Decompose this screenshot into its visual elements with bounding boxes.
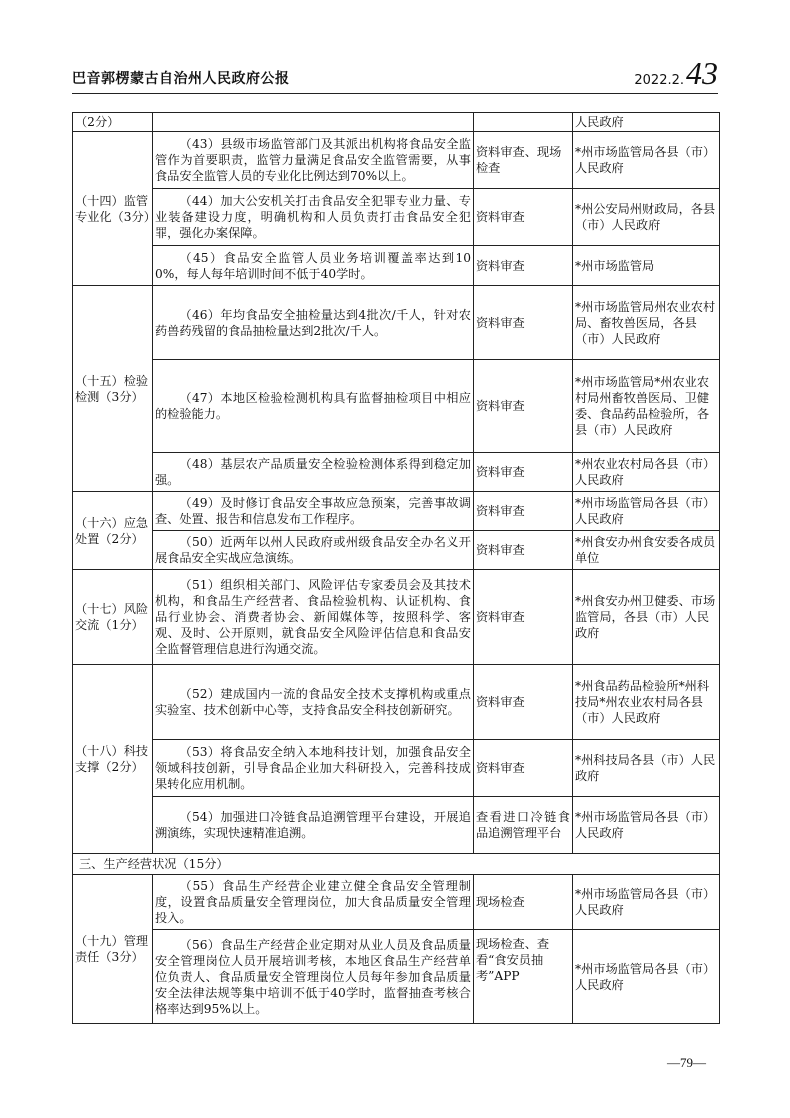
table-row [73,113,720,132]
method-cell [474,113,573,132]
responsible-cell: *州食品药品检验所*州科技局*州农业农村局各县（市）人民政府 [573,665,720,740]
table-row [73,665,720,740]
responsible-cell: 人民政府 [573,113,720,132]
method-cell: 资料审查 [474,570,573,665]
responsible-cell: *州市场监管局各县（市）人民政府 [573,875,720,930]
criteria-cell: （44）加大公安机关打击食品安全犯罪专业力量、专业装备建设力度，明确机构和人员负责打击食品安全犯罪，强化办案保障。 [153,189,474,246]
method-cell: 资料审查 [474,531,573,570]
section-heading: 三、生产经营状况（15分） [73,854,720,875]
method-cell: 资料审查 [474,453,573,492]
table-row [73,930,720,1024]
method-cell: 现场检查、查看“食安员抽考”APP [474,930,573,1024]
category-cell: （十五）检验检测（3分） [73,286,153,492]
responsible-cell: *州市场监管局*州农业农村局州畜牧兽医局、卫健委、食品药品检验所，各县（市）人民政府 [573,360,720,453]
method-cell: 资料审查 [474,492,573,531]
responsible-cell: *州市场监管局各县（市）人民政府 [573,930,720,1024]
table-row [73,453,720,492]
issue-number: 43 [686,55,718,91]
criteria-cell: （55）食品生产经营企业建立健全食品安全管理制度，设置食品质量安全管理岗位，加大食品质量安全管理投入。 [153,875,474,930]
criteria-cell: （43）县级市场监管部门及其派出机构将食品安全监管作为首要职责，监管力量满足食品安全监管需要，从事食品安全监管人员的专业化比例达到70%以上。 [153,132,474,189]
method-cell: 资料审查 [474,360,573,453]
criteria-cell: （54）加强进口冷链食品追溯管理平台建设，开展追溯演练，实现快速精准追溯。 [153,797,474,854]
page-header [72,54,718,94]
method-cell: 资料审查 [474,286,573,360]
table-row [73,246,720,286]
responsible-cell: *州市场监管局各县（市）人民政府 [573,797,720,854]
table-row [73,360,720,453]
criteria-cell: （53）将食品安全纳入本地科技计划，加强食品安全领域科技创新，引导食品企业加大科研投入，完善科技成果转化应用机制。 [153,740,474,797]
criteria-cell: （52）建成国内一流的食品安全技术支撑机构或重点实验室、技术创新中心等，支持食品安全科技创新研究。 [153,665,474,740]
assessment-table [72,112,720,1024]
criteria-cell: （46）年均食品安全抽检量达到4批次/千人，针对农药兽药残留的食品抽检量达到2批次/千人。 [153,286,474,360]
criteria-cell: （56）食品生产经营企业定期对从业人员及食品质量安全管理岗位人员开展培训考核，本地区食品生产经营单位负责人、食品质量安全管理岗位人员每年参加食品质量安全法律法规等集中培训不低于40学时，监督抽查考核合格率达到95%以上。 [153,930,474,1024]
table-row [73,875,720,930]
responsible-cell [573,132,720,189]
page-number: —79— [667,1055,706,1070]
category-cell: （十九）管理责任（3分） [73,875,153,1024]
responsible-cell: *州食安办州卫健委、市场监管局，各县（市）人民政府 [573,570,720,665]
category-cell: （十八）科技支撑（2分） [73,665,153,854]
table-row [73,531,720,570]
criteria-cell: （47）本地区检验检测机构具有监督抽检项目中相应的检验能力。 [153,360,474,453]
table-row [73,740,720,797]
responsible-cell: *州科技局各县（市）人民政府 [573,740,720,797]
category-cell: （十七）风险交流（1分） [73,570,153,665]
responsible-cell: *州市场监管局 [573,246,720,286]
category-cell: （十六）应急处置（2分） [73,492,153,570]
responsible-cell: *州市场监管局各县（市）人民政府 [573,492,720,531]
criteria-cell: （51）组织相关部门、风险评估专家委员会及其技术机构，和食品生产经营者、食品检验机构、认证机构、食品行业协会、消费者协会、新闻媒体等，按照科学、客观、及时、公开原则，就食品安全风险评估信息和食品安全监督管理信息进行沟通交流。 [153,570,474,665]
responsible-cell: *州食安办州食安委各成员单位 [573,531,720,570]
criteria-cell [153,113,474,132]
table-row [73,132,720,189]
method-cell: 资料审查、现场检查 [474,132,573,189]
table-row [73,570,720,665]
method-cell: 资料审查 [474,246,573,286]
responsible-cell: *州公安局州财政局，各县（市）人民政府 [573,189,720,246]
table-row [73,286,720,360]
criteria-cell: （49）及时修订食品安全事故应急预案，完善事故调查、处置、报告和信息发布工作程序。 [153,492,474,531]
issue-date: 2022.2. [634,73,684,88]
section-row [73,854,720,875]
responsible-cell: *州农业农村局各县（市）人民政府 [573,453,720,492]
method-cell: 现场检查 [474,875,573,930]
responsible-text: *州市场监管局各县（市）人民政府 [575,145,716,175]
gazette-title: 巴音郭楞蒙古自治州人民政府公报 [72,71,290,87]
category-cell: （2分） [73,113,153,132]
table-row [73,492,720,531]
header-rule [72,93,718,94]
table-row [73,797,720,854]
criteria-cell: （50）近两年以州人民政府或州级食品安全办名义开展食品安全实战应急演练。 [153,531,474,570]
responsible-cell: *州市场监管局州农业农村局、畜牧兽医局，各县（市）人民政府 [573,286,720,360]
method-cell: 资料审查 [474,665,573,740]
criteria-cell: （45）食品安全监管人员业务培训覆盖率达到100%，每人每年培训时间不低于40学时。 [153,246,474,286]
method-cell: 查看进口冷链食品追溯管理平台 [474,797,573,854]
table-row [73,189,720,246]
method-cell: 资料审查 [474,740,573,797]
criteria-cell: （48）基层农产品质量安全检验检测体系得到稳定加强。 [153,453,474,492]
issue-info [634,55,718,92]
method-cell: 资料审查 [474,189,573,246]
category-cell: （十四）监管专业化（3分） [73,132,153,286]
